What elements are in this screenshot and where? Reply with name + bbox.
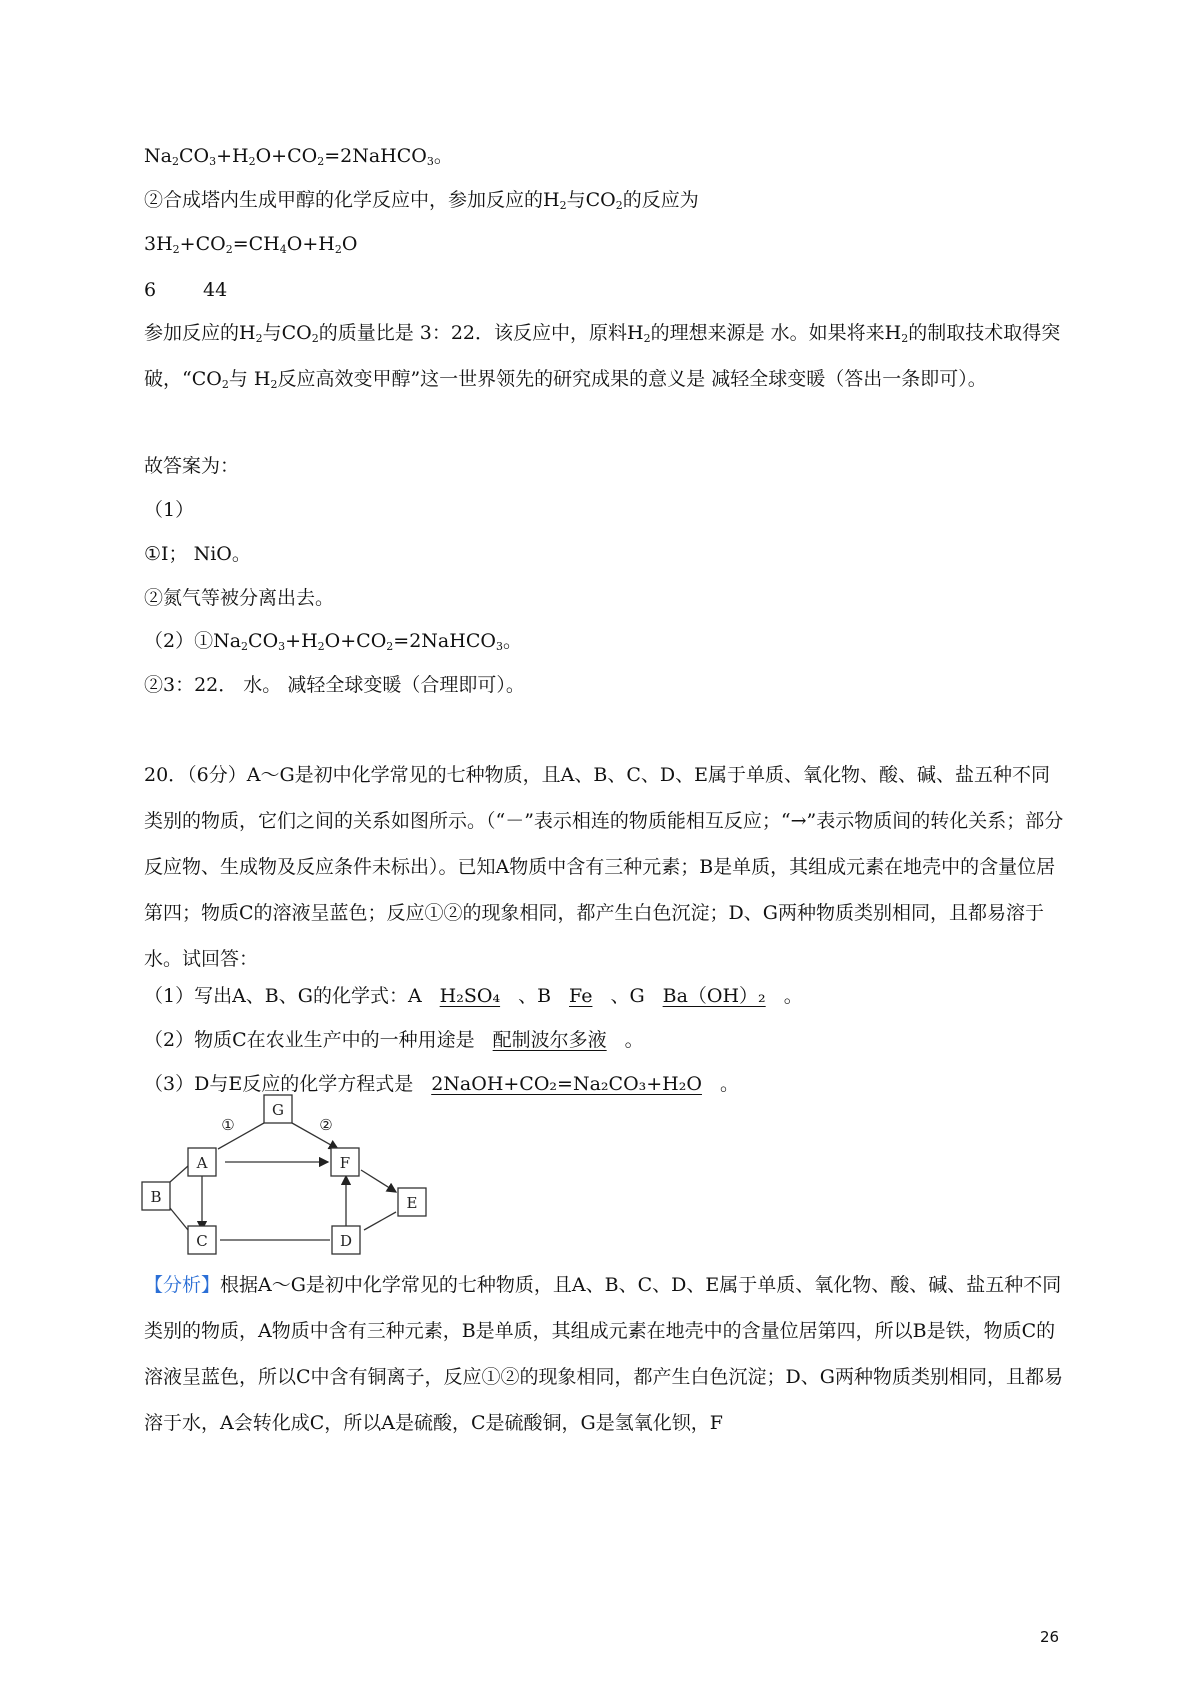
line-2: ②合成塔内生成甲醇的化学反应中，参加反应的$H_2$与$CO_2$的反应为	[144, 189, 699, 212]
label-d: D	[339, 1232, 353, 1250]
answer-blank-a: H₂SO₄	[439, 985, 501, 1007]
answer-blank-b: Fe	[569, 985, 593, 1007]
question-20-part-1: （1）写出A、B、G的化学式：A H₂SO₄ 、B Fe 、G Ba（OH）₂ 。	[144, 985, 803, 1007]
mass-44: 44	[203, 279, 228, 301]
relationship-diagram	[140, 1090, 460, 1260]
answer-heading: 故答案为：	[144, 455, 240, 477]
answer-1-2: ②氮气等被分离出去。	[144, 587, 335, 609]
label-g: G	[272, 1101, 284, 1119]
reaction-label-1: ①	[221, 1116, 235, 1134]
answer-1-1: ①I； NiO。	[144, 543, 251, 565]
label-b: B	[150, 1188, 162, 1206]
mass-6: 6	[144, 279, 157, 301]
analysis-paragraph	[144, 1262, 1064, 1446]
label-a: A	[196, 1154, 208, 1172]
answer-2-1: $(2)①Na_2CO_3+H_2O+CO_2=2NaHCO_3$。	[144, 630, 522, 653]
paragraph-mass-ratio: 参加反应的$H_2$与$CO_2$的质量比是 3：22．该反应中，原料$H_2$的理想来源是 水。如果将来$H_2$的制取技术取得突破，“$CO_2$与 $H_2$反应高效变甲醇”这一世界领先的研究成果的意义是 减轻全球变暖（答出一条即可）。	[144, 322, 1061, 391]
analysis-tag: 【分析】	[144, 1274, 221, 1296]
label-c: C	[196, 1232, 208, 1250]
answer-2-2: ②3：22． 水。 减轻全球变暖（合理即可）。	[144, 674, 525, 696]
answer-blank-g: Ba（OH）₂	[662, 985, 766, 1007]
line-equation-1: $Na_2CO_3+H_2O+CO_2=2NaHCO_3$。	[144, 145, 453, 168]
page-number: 26	[1040, 1628, 1060, 1646]
question-20-stem: 20．（6分）A～G是初中化学常见的七种物质，且A、B、C、D、E属于单质、氧化物、酸、碱、盐五种不同类别的物质，它们之间的关系如图所示。（“－”表示相连的物质能相互反应；“→”表示物质间的转化关系；部分反应物、生成物及反应条件未标出）。已知A物质中含有三种元素；B是单质，其组成元素在地壳中的含量位居第四；物质C的溶液呈蓝色；反应①②的现象相同，都产生白色沉淀；D、G两种物质类别相同，且都易溶于水。试回答：	[144, 764, 1064, 970]
question-20-part-3: （3）D与E反应的化学方程式是 2NaOH+CO₂=Na₂CO₃+H₂O 。	[144, 1073, 739, 1095]
label-f: F	[339, 1154, 351, 1172]
answer-blank-use: 配制波尔多液	[492, 1029, 607, 1051]
analysis-text: 根据A～G是初中化学常见的七种物质，且A、B、C、D、E属于单质、氧化物、酸、碱、盐五种不同类别的物质，A物质中含有三种元素，B是单质，其组成元素在地壳中的含量位居第四，所以B是铁，物质C的溶液呈蓝色，所以C中含有铜离子，反应①②的现象相同，都产生白色沉淀；D、G两种物质类别相同，且都易溶于水，A会转化成C，所以A是硫酸，C是硫酸铜，G是氢氧化钡，F	[144, 1274, 1063, 1434]
diagram-nodes	[142, 1095, 426, 1254]
answer-blank-equation: 2NaOH+CO₂=Na₂CO₃+H₂O	[431, 1073, 702, 1095]
line-equation-2: $3H_2+CO_2=CH_4O+H_2O$	[144, 233, 358, 256]
label-e: E	[406, 1194, 418, 1212]
question-20-part-2: （2）物质C在农业生产中的一种用途是 配制波尔多液 。	[144, 1029, 644, 1051]
answer-1: （1）	[144, 499, 195, 521]
reaction-label-2: ②	[319, 1116, 333, 1134]
